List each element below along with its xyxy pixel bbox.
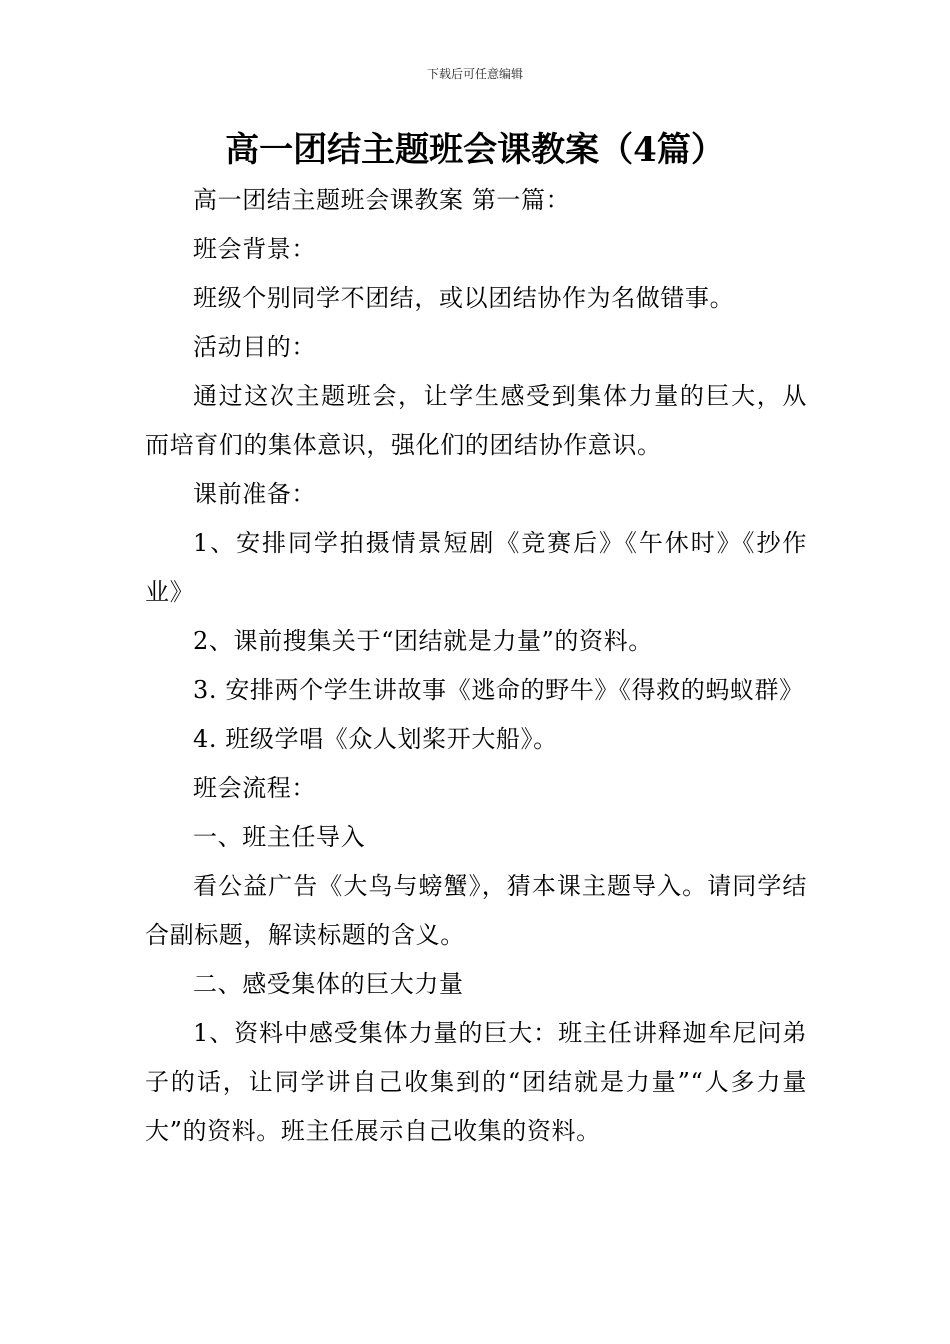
paragraph: 2、课前搜集关于“团结就是力量”的资料。	[193, 627, 653, 655]
paragraph: 1、资料中感受集体力量的巨大：班主任讲释迦牟尼问弟子的话，让同学讲自己收集到的“团结就是力量”“人多力量大”的资料。班主任展示自己收集的资料。	[145, 1019, 807, 1145]
paragraph: 1、安排同学拍摄情景短剧《竞赛后》《午休时》《抄作业》	[145, 529, 807, 606]
paragraph: 看公益广告《大鸟与螃蟹》，猜本课主题导入。请同学结合副标题，解读标题的含义。	[145, 872, 807, 949]
paragraph: 4. 班级学唱《众人划桨开大船》。	[193, 725, 558, 753]
paragraph: 二、感受集体的巨大力量	[193, 970, 464, 998]
paragraph: 班级个别同学不团结，或以团结协作为名做错事。	[193, 284, 735, 312]
document-body	[145, 176, 807, 1156]
paragraph: 一、班主任导入	[193, 823, 366, 851]
document-title: 高一团结主题班会课教案（4篇）	[225, 130, 725, 170]
paragraph: 活动目的：	[193, 333, 316, 361]
page-header: 下载后可任意编辑	[426, 67, 523, 81]
paragraph: 通过这次主题班会，让学生感受到集体力量的巨大，从而培育们的集体意识，强化们的团结协作意识。	[145, 382, 807, 459]
paragraph: 班会流程：	[193, 774, 316, 802]
paragraph: 课前准备：	[193, 480, 316, 508]
paragraph: 高一团结主题班会课教案 第一篇：	[193, 186, 571, 214]
paragraph: 班会背景：	[193, 235, 316, 263]
paragraph: 3. 安排两个学生讲故事《逃命的野牛》《得救的蚂蚁群》	[193, 676, 804, 704]
